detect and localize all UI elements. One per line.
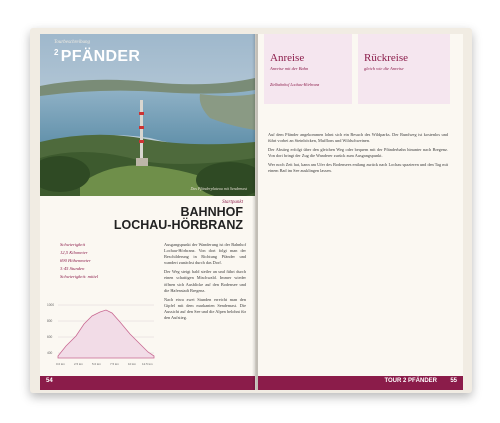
route-label: Startpunkt [222,200,243,205]
paragraph: Wer noch Zeit hat, kann am Ufer des Bodensees entlang zurück nach Lochau spazieren und den Tag mit einem Bad im See ausklingen lassen. [268,162,448,174]
y-tick: 400 [47,351,53,355]
anreise-box [264,34,352,104]
right-body-text [268,132,448,178]
tour-facts [60,241,98,281]
elevation-profile [46,296,156,373]
profile-curve [58,310,154,358]
y-tick: 600 [47,335,53,339]
tour-number: 2 [54,48,59,57]
x-tick: 0.0 km [56,362,66,366]
fact-item: 3:45 Stunden [60,266,85,271]
route-title-line2: LOCHAU-HÖRBRANZ [113,218,243,232]
left-footer [40,376,255,390]
y-tick: 1000 [47,303,55,307]
anreise-subtitle: Anreise mit der Bahn [270,66,309,71]
y-tick: 800 [47,319,53,323]
left-page [40,34,255,390]
rueckreise-subtitle: gleich wie die Anreise [364,66,404,71]
rueckreise-box [358,34,450,104]
route-title [114,206,243,232]
rueckreise-title: Rückreise [364,52,408,64]
paragraph: Der Abstieg erfolgt über den gleichen Weg oder bequem mit der Pfänderbahn hinunter nach Bregenz. Von dort bringt der Zug die Wanderer zurück zum Ausgangspunkt. [268,147,448,159]
paragraph: Auf dem Pfänder angekommen lohnt sich ein Besuch des Wildparks. Der Rundweg ist kostenlos und führt vorbei an Steinböcken, Mufflons und Wildschweinen. [268,132,448,144]
paragraph: Der Weg steigt bald steiler an und führt durch einen schattigen Mischwald. Immer wieder öffnen sich Ausblicke auf den Bodensee und die Hafenstadt Bregenz. [164,269,246,293]
fact-item: Schwierigkeit [60,242,86,247]
x-tick: 10 km [128,362,137,366]
fact-item: 690 Höhenmeter [60,258,91,263]
x-tick: 5.0 km [92,362,102,366]
anreise-title: Anreise [270,52,305,64]
open-book [30,28,472,393]
x-tick: 7.5 km [110,362,120,366]
page-title [54,48,140,66]
fact-item: 12,5 Kilometer [60,250,88,255]
footer-label: TOUR 2 PFÄNDER [384,378,437,384]
x-tick: 12.5 km [142,362,153,366]
page-number: 55 [450,378,457,384]
right-footer [258,376,463,390]
title-text: PFÄNDER [60,48,141,65]
kicker-text: Tourbeschreibung [54,40,91,45]
route-title-line1: BAHNHOF [180,205,243,219]
page-number: 54 [46,378,53,384]
anreise-detail: Zielbahnhof Lochau-Hörbranz [270,82,320,87]
photo-caption: Das Pfänderplateau mit Sendemast [190,186,247,191]
right-page [258,34,463,390]
fact-item: Schwierigkeit: mittel [60,274,99,279]
left-body-text [164,242,246,324]
x-tick: 2.5 km [74,362,84,366]
paragraph: Nach etwa zwei Stunden erreicht man den Gipfel mit dem markanten Sendemast. Die Aussicht auf den See und die Alpen belohnt für den Aufstieg. [164,296,246,321]
paragraph: Ausgangspunkt der Wanderung ist der Bahnhof Lochau-Hörbranz. Von dort folgt man der Beschilderung in Richtung Pfänder und wandert zunächst durch das Dorf. [164,242,246,266]
